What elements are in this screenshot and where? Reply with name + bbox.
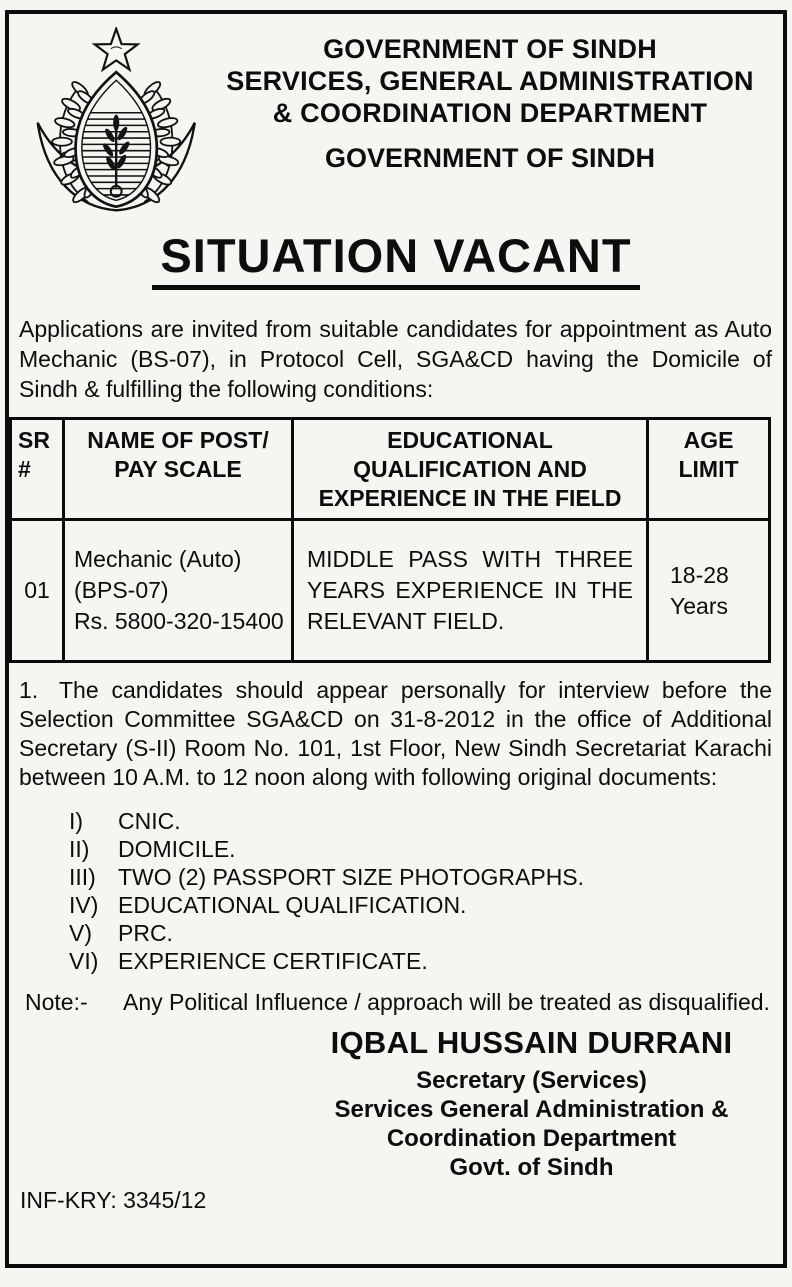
sindh-government-emblem-icon <box>23 27 215 218</box>
table-row-post: Mechanic (Auto) (BPS-07) Rs. 5800-320-15400 <box>65 521 294 660</box>
table-row-sr: 01 <box>12 521 65 660</box>
advert-border-frame <box>5 10 787 1268</box>
advert-reference-number: INF-KRY: 3345/12 <box>20 1187 207 1213</box>
govt-of-sindh-subheading: GOVERNMENT OF SINDH <box>324 143 655 173</box>
note-text: Any Political Influence / approach will be treated as disqualified. <box>123 989 770 1015</box>
col-header-qualification: EDUCATIONAL QUALIFICATION AND EXPERIENCE IN THE FIELD <box>294 420 649 521</box>
table-row-qualification: MIDDLE PASS WITH THREE YEARS EXPERIENCE IN THE RELEVANT FIELD. <box>294 521 649 660</box>
col-header-post: NAME OF POST/ PAY SCALE <box>65 420 294 521</box>
signatory-name: IQBAL HUSSAIN DURRANI <box>330 1025 733 1060</box>
list-item: I) CNIC. <box>69 808 181 834</box>
list-item: IV) EDUCATIONAL QUALIFICATION. <box>69 892 467 918</box>
page-title: SITUATION VACANT <box>152 230 639 290</box>
table-row-age: 18-28 Years <box>670 561 729 619</box>
vacancy-table <box>9 417 771 663</box>
interview-paragraph <box>19 676 772 792</box>
department-heading <box>215 27 775 218</box>
documents-list <box>69 807 773 975</box>
col-header-sr: SR # <box>12 420 65 521</box>
list-item: III) TWO (2) PASSPORT SIZE PHOTOGRAPHS. <box>69 864 585 890</box>
col-header-age: AGE LIMIT <box>649 420 768 521</box>
dept-line-2: SERVICES, GENERAL ADMINISTRATION <box>226 66 754 96</box>
note <box>25 988 772 1016</box>
paragraph-number: 1. <box>19 677 39 703</box>
header <box>9 14 783 218</box>
note-label: Note:- <box>25 989 88 1015</box>
intro-paragraph: Applications are invited from suitable candidates for appointment as Auto Mechanic (BS-07), in Protocol Cell, SGA&CD having the Domicile of Sindh & fulfilling the following conditions: <box>19 316 772 402</box>
title-row <box>9 230 783 290</box>
list-item: II) DOMICILE. <box>69 836 236 862</box>
dept-line-1: GOVERNMENT OF SINDH <box>323 34 657 64</box>
dept-line-3: & COORDINATION DEPARTMENT <box>272 98 708 128</box>
list-item: V) PRC. <box>69 920 173 946</box>
signatory-designation: Secretary (Services) Services General Administration & Coordination Department Govt. of Sindh <box>334 1067 729 1181</box>
list-item: VI) EXPERIENCE CERTIFICATE. <box>69 948 428 974</box>
interview-paragraph-text: The candidates should appear personally for interview before the Selection Committee SGA&CD on 31-8-2012 in the office of Additional Secretary (S-II) Room No. 101, 1st Floor, New Sindh Secretariat Karachi between 10 A.M. to 12 noon along with following original documents: <box>19 677 772 790</box>
